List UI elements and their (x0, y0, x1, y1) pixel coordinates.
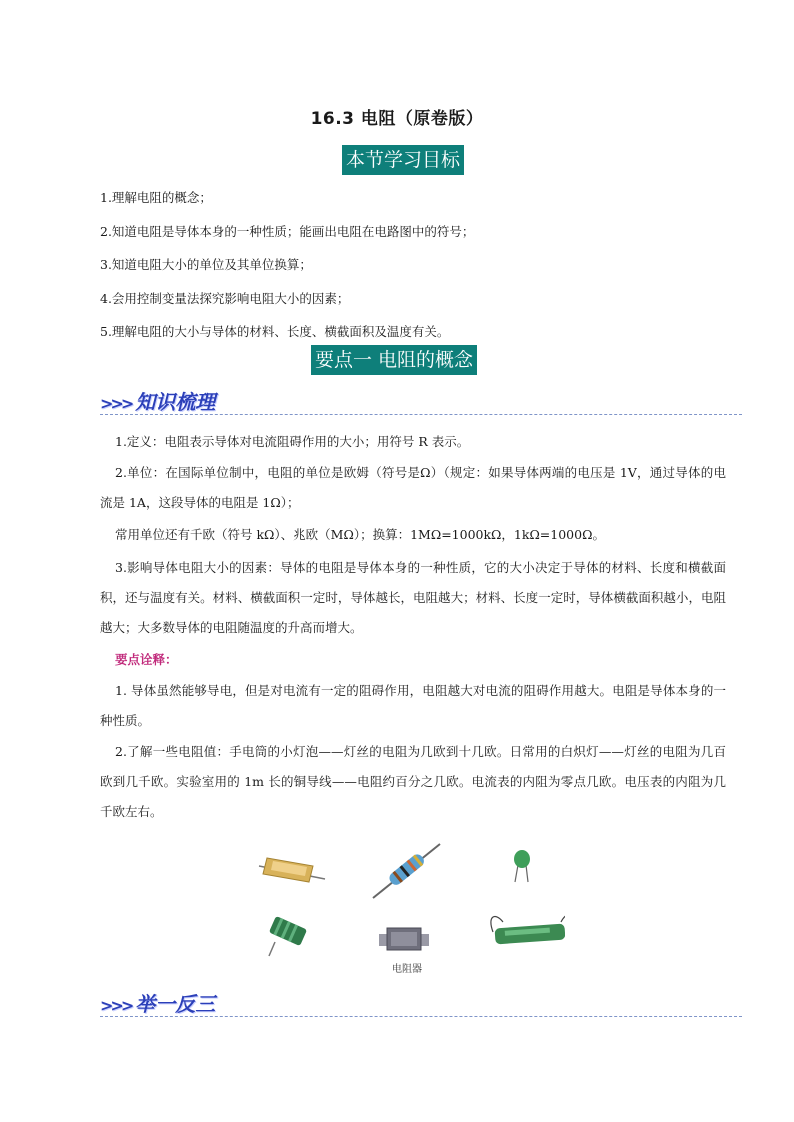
section-banner: 要点一 电阻的概念 (311, 345, 477, 375)
dashed-divider (100, 414, 742, 415)
chassis-resistor-image (379, 928, 429, 950)
common-units-text: 常用单位还有千欧（符号 kΩ）、兆欧（MΩ）；换算：1MΩ=1000kΩ，1kΩ=1000Ω。 (115, 527, 605, 542)
goal-item: 4.会用控制变量法探究影响电阻大小的因素； (100, 291, 350, 306)
page-title: 16.3 电阻（原卷版） (310, 109, 484, 129)
goal-item: 5.理解电阻的大小与导体的材料、长度、横截面积及温度有关。 (100, 324, 450, 339)
goals-banner: 本节学习目标 (342, 145, 464, 175)
figure-caption: 电阻器 (392, 964, 422, 975)
factors-paragraph: 3.影响导体电阻大小的因素：导体的电阻是导体本身的一种性质，它的大小决定于导体的材料、长度和横截面积，还与温度有关。材料、横截面积一定时，导体越长，电阻越大；材料、长度一定时，导体横截面积越小，电阻越大；大多数导体的电阻随温度的升高而增大。 (100, 560, 726, 635)
practice-heading: >>> 举一反三 (100, 992, 216, 1016)
goal-item: 1.理解电阻的概念； (100, 190, 212, 205)
resistor-photos (255, 830, 565, 970)
unit-paragraph: 2.单位：在国际单位制中，电阻的单位是欧姆（符号是Ω）（规定：如果导体两端的电压是 1V，通过导体的电流是 1A，这段导体的电阻是 1Ω）； (100, 465, 726, 510)
note-heading: 要点诠释： (115, 652, 178, 667)
note-paragraph-1: 1. 导体虽然能够导电，但是对电流有一定的阻碍作用，电阻越大对电流的阻碍作用越大。电阻是导体本身的一种性质。 (100, 683, 726, 728)
definition-text: 1.定义：电阻表示导体对电流阻碍作用的大小；用符号 R 表示。 (115, 434, 470, 449)
note-paragraph-2: 2.了解一些电阻值：手电筒的小灯泡——灯丝的电阻为几欧到十几欧。日常用的白炽灯——灯丝的电阻为几百欧到几千欧。实验室用的 1m 长的铜导线——电阻约百分之几欧。电流表的内阻为零点几欧。电压表的内阻为几千欧左右。 (100, 744, 726, 819)
chevron-icon: >>> (100, 996, 132, 1015)
goal-item: 2.知道电阻是导体本身的一种性质；能画出电阻在电路图中的符号； (100, 224, 475, 239)
goal-item: 3.知道电阻大小的单位及其单位换算； (100, 257, 312, 272)
chevron-icon: >>> (100, 394, 132, 413)
dashed-divider (100, 1016, 742, 1017)
knowledge-heading: >>> 知识梳理 (100, 390, 216, 414)
